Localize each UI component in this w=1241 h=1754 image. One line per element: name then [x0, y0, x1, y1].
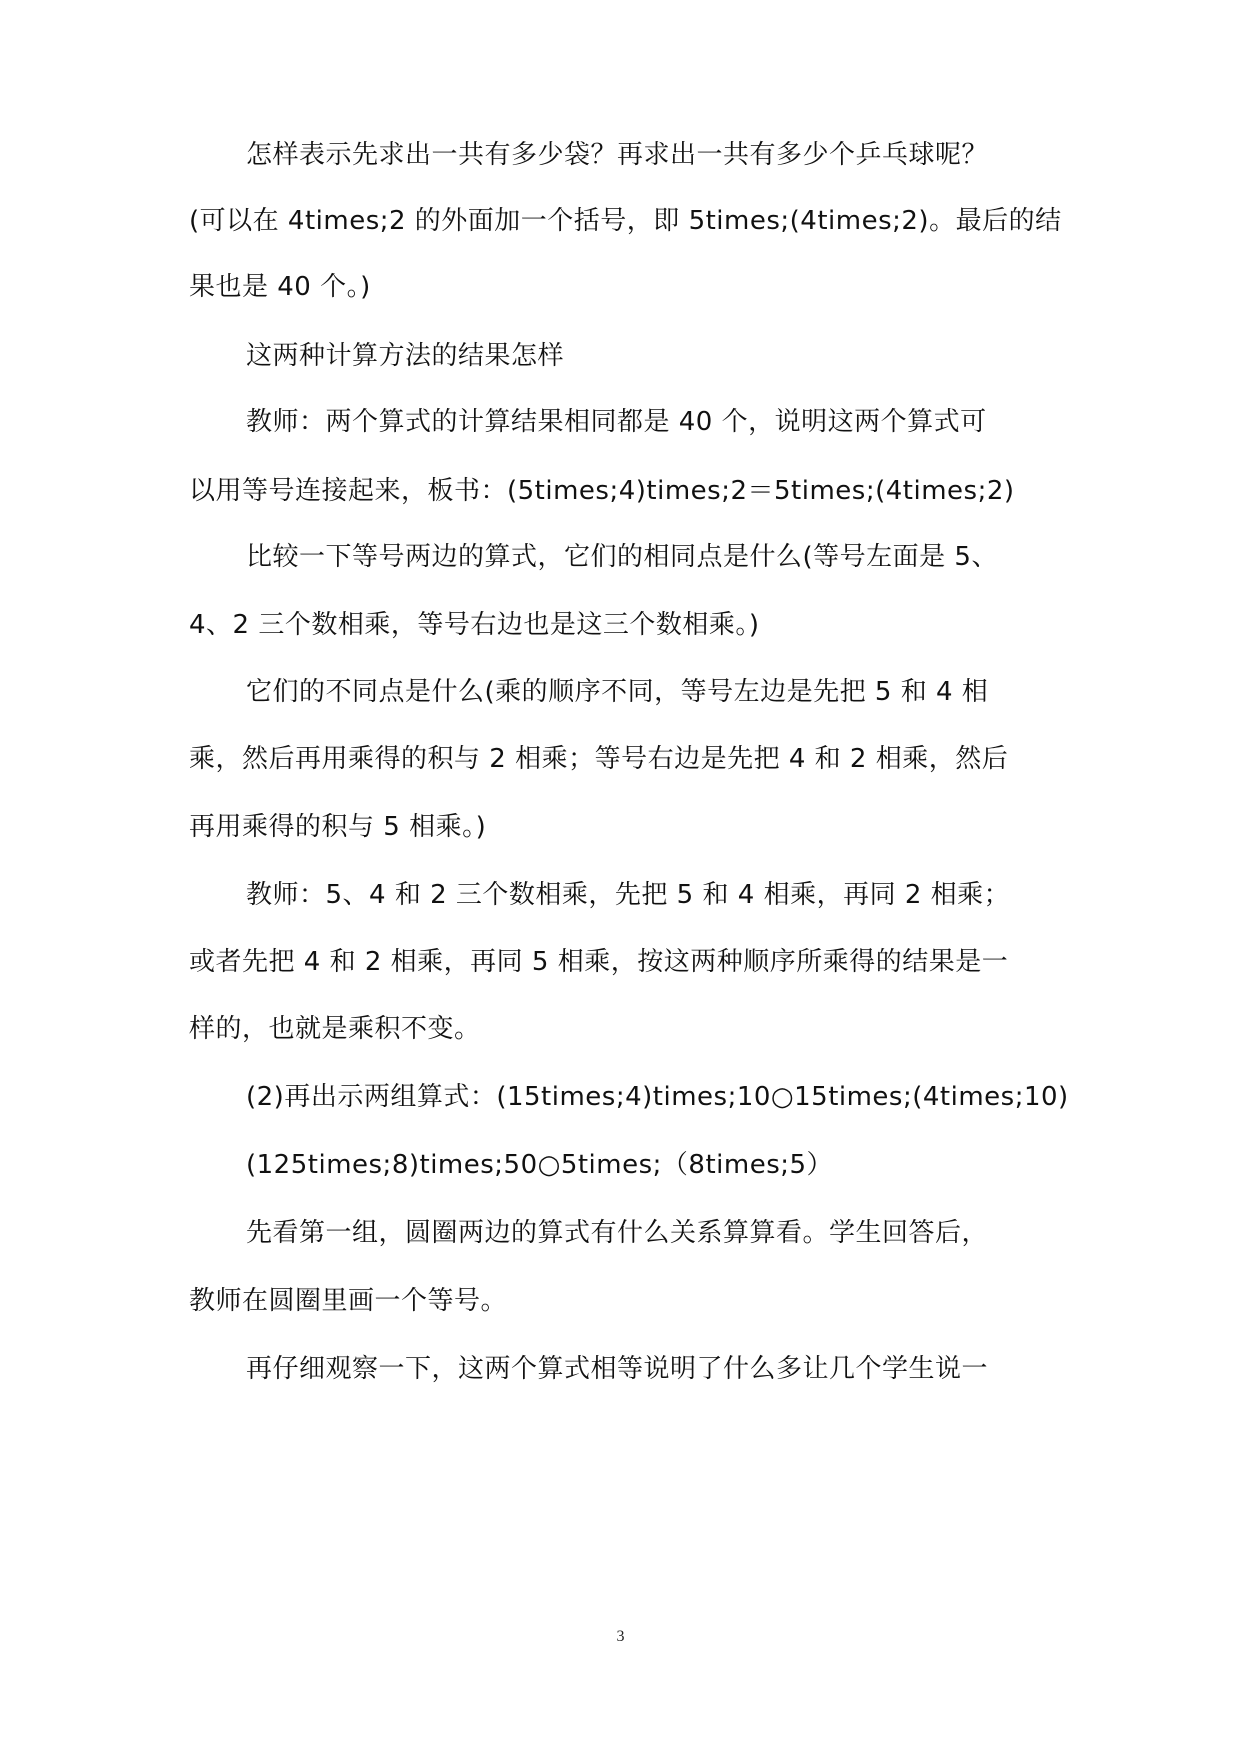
- text-line: 这两种计算方法的结果怎样: [246, 341, 565, 371]
- text-line: 乘，然后再用乘得的积与 2 相乘；等号右边是先把 4 和 2 相乘，然后: [189, 744, 1009, 774]
- text-line: (2)再出示两组算式：(15times;4)times;10○15times;(4times;10): [246, 1082, 1069, 1112]
- text-line: 再仔细观察一下，这两个算式相等说明了什么多让几个学生说一: [246, 1354, 989, 1384]
- text-line: 它们的不同点是什么(乘的顺序不同，等号左边是先把 5 和 4 相: [246, 677, 989, 707]
- text-line: 教师：5、4 和 2 三个数相乘，先把 5 和 4 相乘，再同 2 相乘；: [246, 880, 1011, 910]
- text-line: 以用等号连接起来，板书：(5times;4)times;2＝5times;(4times;2): [189, 476, 1015, 506]
- text-line: (可以在 4times;2 的外面加一个括号，即 5times;(4times;2)。最后的结: [189, 206, 1062, 236]
- text-line: 教师在圆圈里画一个等号。: [189, 1286, 508, 1316]
- text-line: 样的，也就是乘积不变。: [189, 1014, 481, 1044]
- text-line: (125times;8)times;50○5times;（8times;5）: [246, 1150, 834, 1180]
- text-line: 或者先把 4 和 2 相乘，再同 5 相乘，按这两种顺序所乘得的结果是一: [189, 947, 1009, 977]
- text-line: 比较一下等号两边的算式，它们的相同点是什么(等号左面是 5、: [246, 542, 998, 572]
- page-number: 3: [616, 1628, 625, 1645]
- text-line: 再用乘得的积与 5 相乘。): [189, 812, 487, 842]
- text-line: 怎样表示先求出一共有多少袋？再求出一共有多少个乒乓球呢？: [246, 140, 989, 170]
- text-line: 先看第一组，圆圈两边的算式有什么关系算算看。学生回答后，: [246, 1218, 989, 1248]
- text-line: 教师：两个算式的计算结果相同都是 40 个，说明这两个算式可: [246, 407, 987, 437]
- text-line: 4、2 三个数相乘，等号右边也是这三个数相乘。): [189, 610, 760, 640]
- text-line: 果也是 40 个。): [189, 272, 371, 302]
